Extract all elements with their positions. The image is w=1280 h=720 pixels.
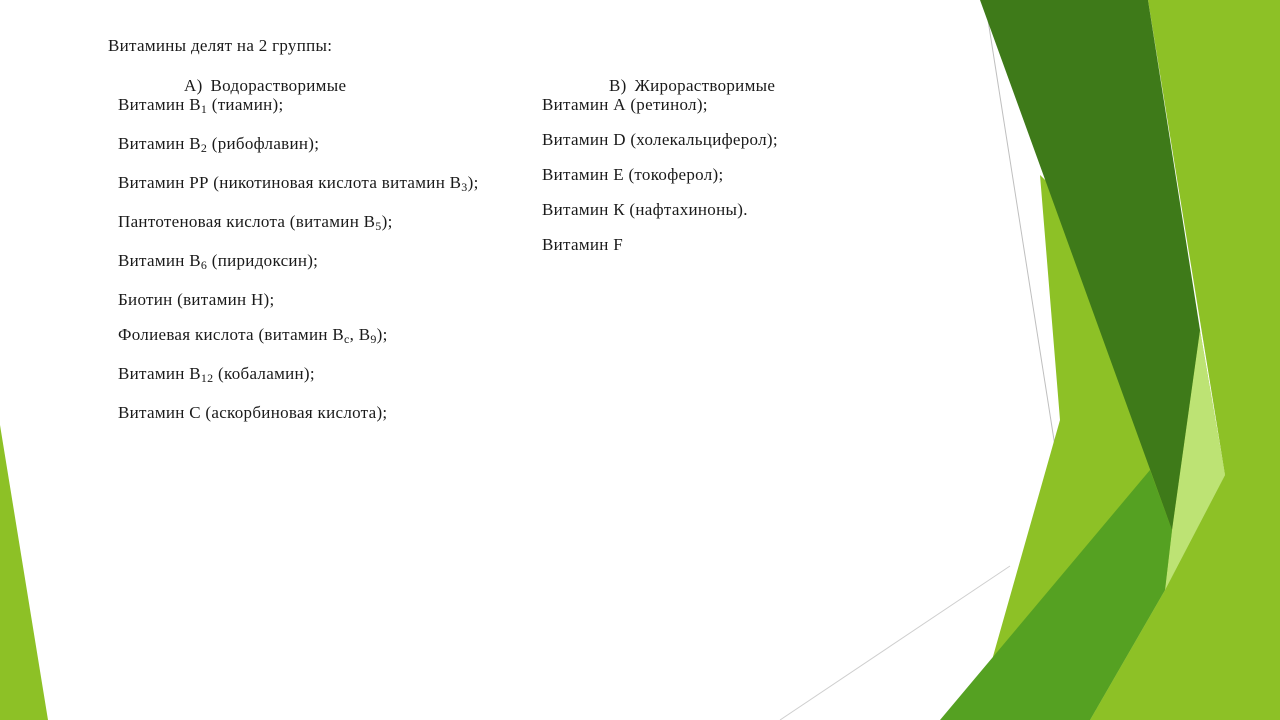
fat-soluble-list <box>542 94 942 256</box>
list-item: Витамин $В_6$ (пиридоксин); <box>118 251 319 272</box>
list-item: Витамин D (холекальциферол); <box>542 130 778 149</box>
list-item: Витамин К (нафтахиноны). <box>542 200 748 219</box>
list-item: Пантотеновая кислота (витамин $В_5$); <box>118 212 393 233</box>
list-item: Витамин С (аскорбиновая кислота); <box>118 403 388 422</box>
list-item: Витамин Е (токоферол); <box>542 165 724 184</box>
group-a-letter: А) <box>184 76 203 95</box>
list-item: Витамин А (ретинол); <box>542 95 708 114</box>
water-soluble-list <box>92 94 498 424</box>
list-item: Биотин (витамин Н); <box>118 290 275 309</box>
group-a-title: Водорастворимые <box>210 76 347 95</box>
group-a-heading <box>184 76 346 96</box>
slide-heading: Витамины делят на 2 группы: <box>108 36 333 55</box>
list-item: Фолиевая кислота (витамин $В_с$, $В_9$); <box>118 325 388 346</box>
group-b-heading <box>609 76 775 96</box>
list-item: Витамин РР (никотиновая кислота витамин $В_3$); <box>118 173 479 194</box>
list-item: Витамин $В_2$ (рибофлавин); <box>118 134 320 155</box>
list-item: Витамин $В_{12}$ (кобаламин); <box>118 364 315 385</box>
list-item: Витамин F <box>542 235 623 254</box>
group-b-title: Жирорастворимые <box>634 76 776 95</box>
group-b-letter: В) <box>609 76 627 95</box>
list-item: Витамин $В_1$ (тиамин); <box>118 95 284 116</box>
